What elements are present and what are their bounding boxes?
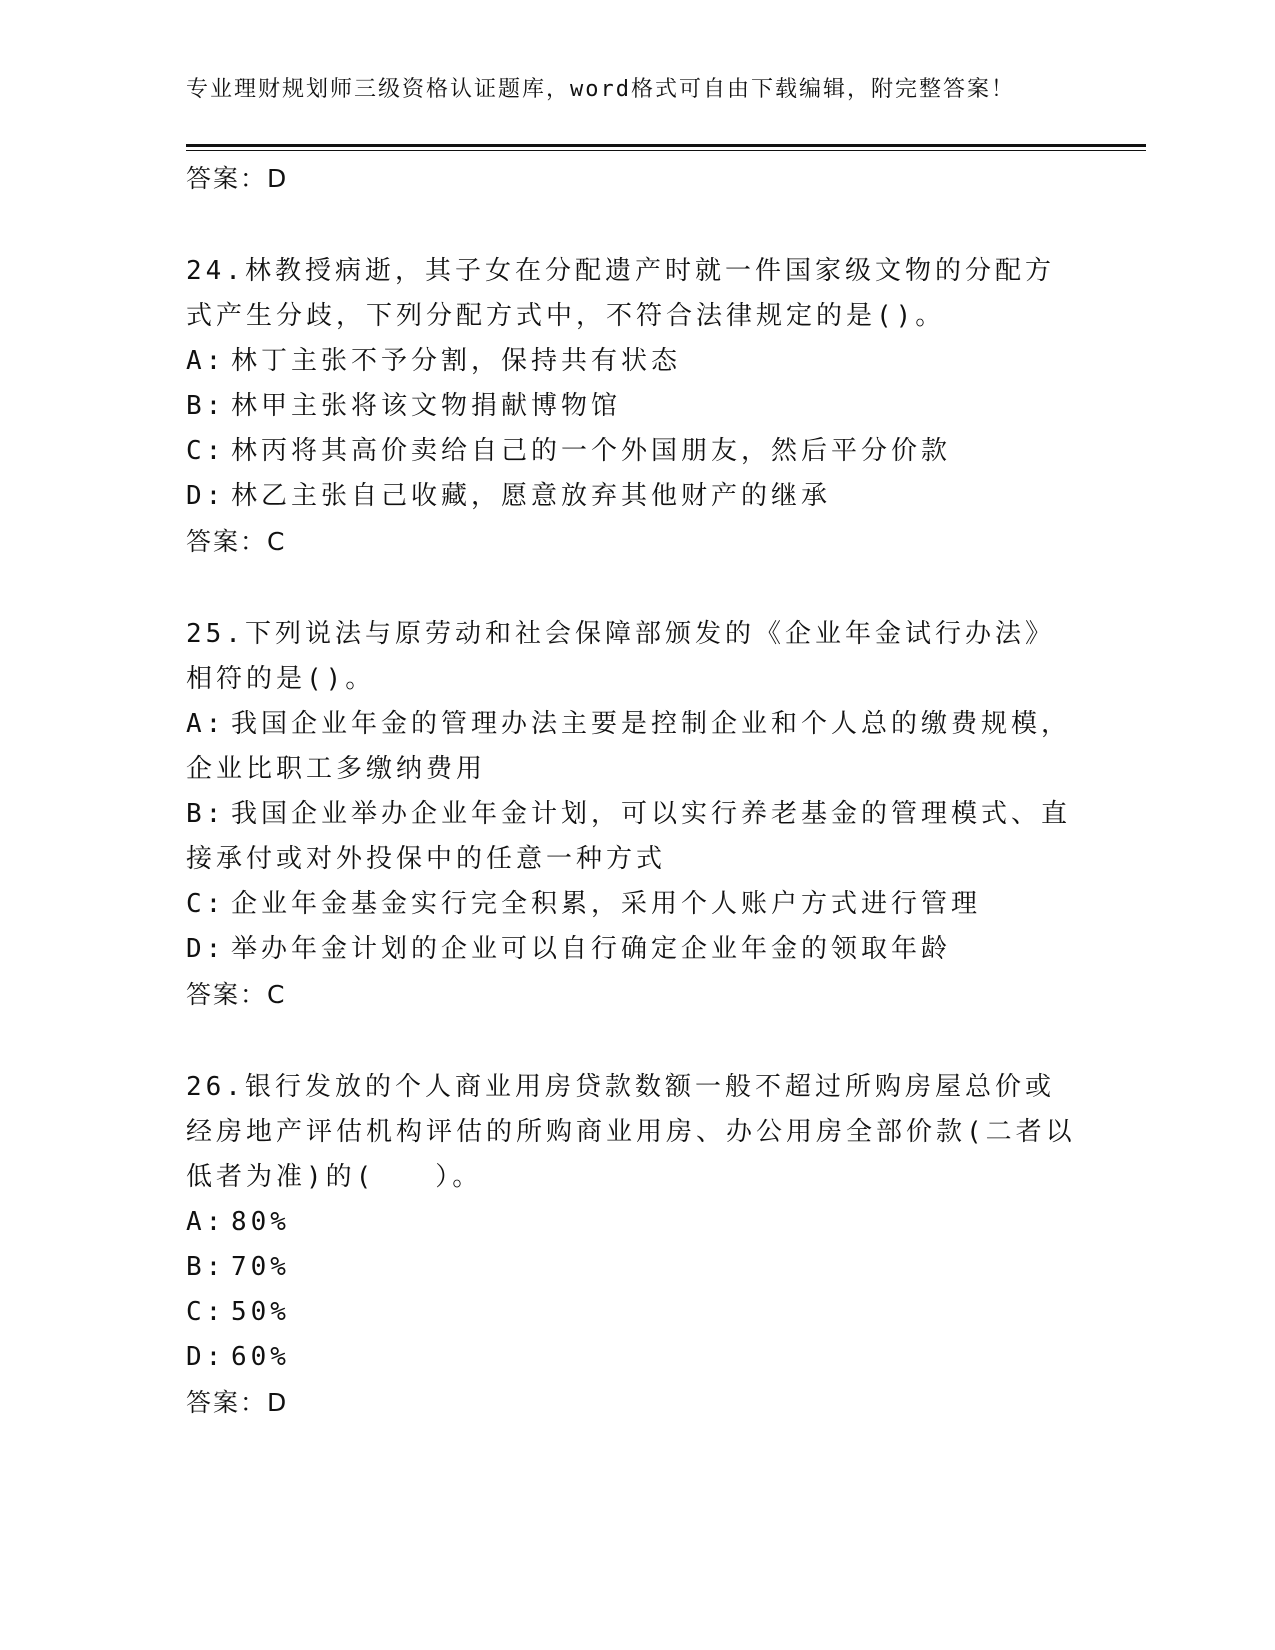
question-list <box>186 156 1086 1425</box>
option-text: 80% <box>231 1207 290 1237</box>
option-a <box>186 1200 1076 1245</box>
option-key: A: <box>186 346 226 376</box>
option-text: 林丁主张不予分割，保持共有状态 <box>231 346 682 376</box>
question-24 <box>186 249 1086 564</box>
question-text: 26.银行发放的个人商业用房贷款数额一般不超过所购房屋总价或经房地产评估机构评估的所购商业用房、办公用房全部价款(二者以低者为准)的( ）。 <box>186 1072 1076 1192</box>
option-key: A: <box>186 1207 226 1237</box>
option-text: 60% <box>231 1342 290 1372</box>
option-a <box>186 339 1076 384</box>
question-25 <box>186 612 1086 1017</box>
question-text: 25.下列说法与原劳动和社会保障部颁发的《企业年金试行办法》相符的是()。 <box>186 619 1055 694</box>
option-d <box>186 474 1076 519</box>
question-answer: 答案：D <box>186 1388 289 1417</box>
option-key: C: <box>186 436 226 466</box>
option-key: B: <box>186 799 226 829</box>
option-text: 林乙主张自己收藏，愿意放弃其他财产的继承 <box>231 481 832 511</box>
option-text: 企业年金基金实行完全积累，采用个人账户方式进行管理 <box>231 889 982 919</box>
option-b <box>186 792 1076 882</box>
option-text: 我国企业举办企业年金计划，可以实行养老基金的管理模式、直接承付或对外投保中的任意一种方式 <box>186 799 1072 874</box>
header-rule-thin <box>186 150 1146 151</box>
option-key: B: <box>186 391 226 421</box>
option-c <box>186 1290 1076 1335</box>
option-key: B: <box>186 1252 226 1282</box>
option-c <box>186 882 1076 927</box>
option-key: A: <box>186 709 226 739</box>
option-text: 70% <box>231 1252 290 1282</box>
option-key: C: <box>186 889 226 919</box>
option-text: 举办年金计划的企业可以自行确定企业年金的领取年龄 <box>231 934 952 964</box>
option-text: 林丙将其高价卖给自己的一个外国朋友，然后平分价款 <box>231 436 952 466</box>
question-answer: 答案：C <box>186 527 287 556</box>
option-c <box>186 429 1076 474</box>
option-b <box>186 384 1076 429</box>
option-key: C: <box>186 1297 226 1327</box>
previous-answer: 答案：D <box>186 164 289 193</box>
page-header: 专业理财规划师三级资格认证题库，word格式可自由下载编辑，附完整答案！ <box>186 77 1015 102</box>
option-text: 50% <box>231 1297 290 1327</box>
option-b <box>186 1245 1076 1290</box>
question-text: 24.林教授病逝，其子女在分配遗产时就一件国家级文物的分配方式产生分歧，下列分配方式中，不符合法律规定的是()。 <box>186 256 1055 331</box>
option-text: 林甲主张将该文物捐献博物馆 <box>231 391 622 421</box>
option-key: D: <box>186 934 226 964</box>
question-answer: 答案：C <box>186 980 287 1009</box>
option-d <box>186 1335 1076 1380</box>
option-a <box>186 702 1076 792</box>
question-26 <box>186 1065 1086 1425</box>
option-text: 我国企业年金的管理办法主要是控制企业和个人总的缴费规模，企业比职工多缴纳费用 <box>186 709 1072 784</box>
option-key: D: <box>186 1342 226 1372</box>
option-d <box>186 927 1076 972</box>
header-rule-thick <box>186 144 1146 147</box>
option-key: D: <box>186 481 226 511</box>
